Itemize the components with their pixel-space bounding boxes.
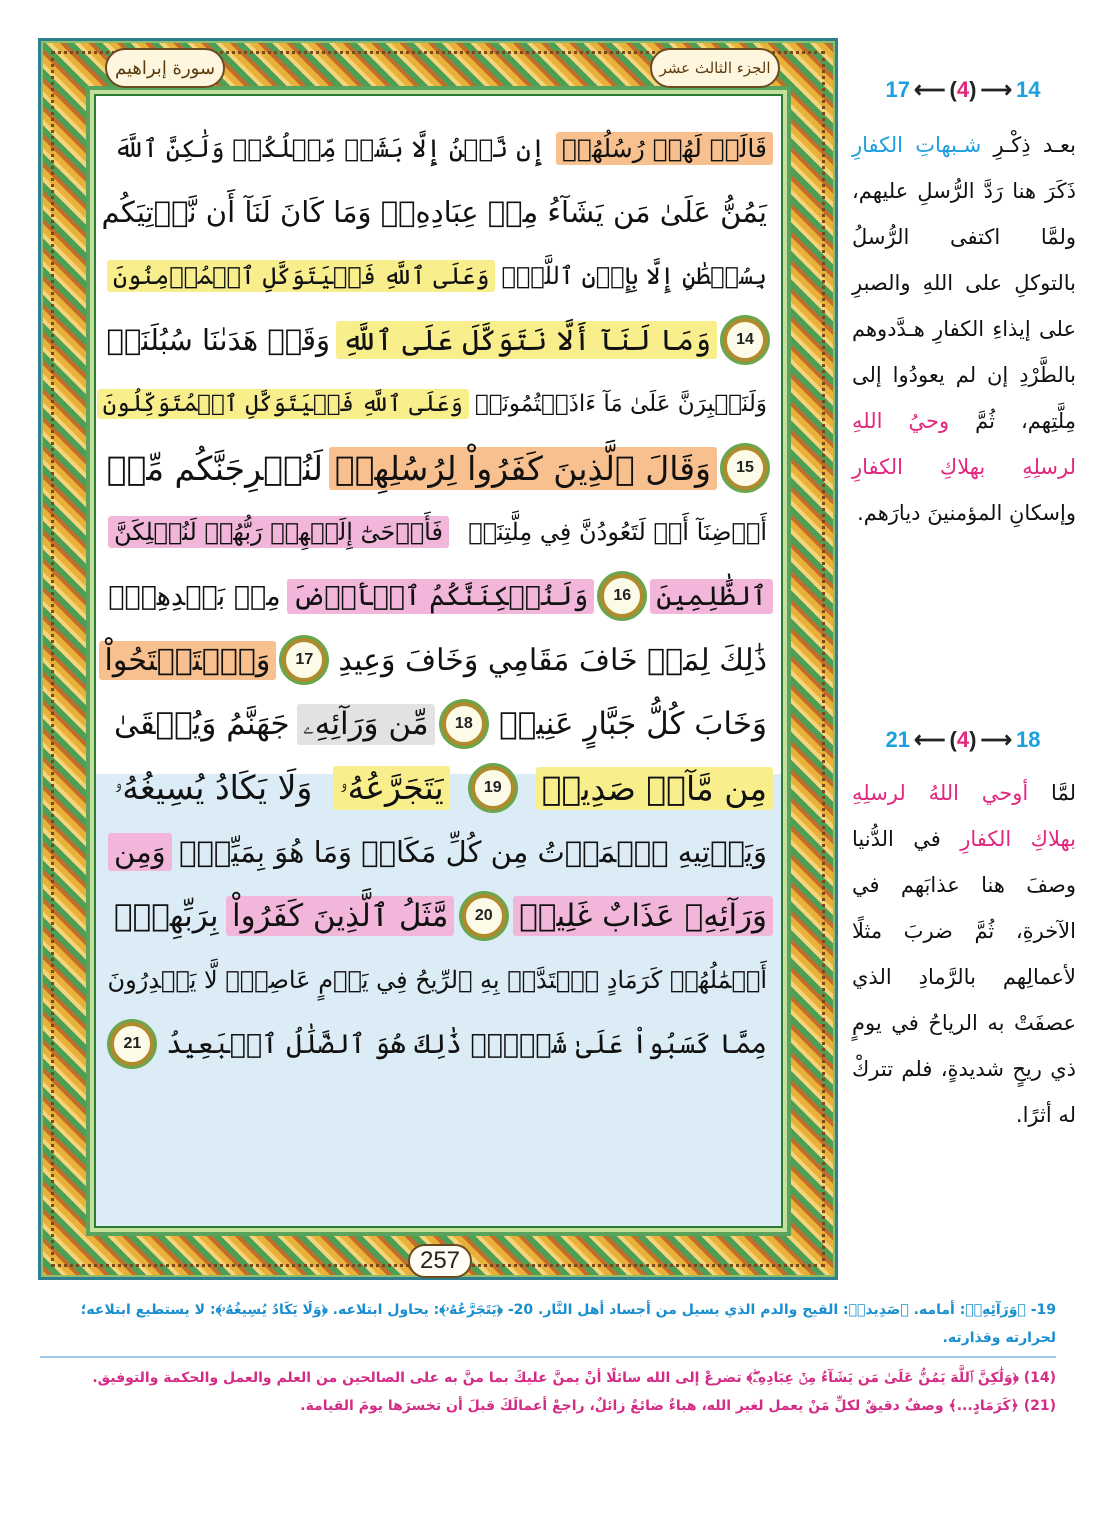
quran-line [96, 948, 785, 1012]
verse-segment: وَلَنَصۡبِرَنَّ عَلَىٰ مَآ ءَاذَيۡتُمُونَاۚ [474, 391, 767, 417]
highlighted-verse-segment: مِن مَّآءٖ صَدِيدٖ [536, 767, 773, 810]
commentary-run: بعـد ذِكْـرِ [981, 133, 1076, 157]
commentary-run: ذَكَرَ هنا رَدَّ الرُّسلِ عليهم، ولمَّا اكتفى الرُّسلُ بالتوكلِ على اللهِ والصبرِ على إيذاءِ الكفارِ هـدَّدوهم بالطَّرْدِ إن لم يعودُوا إلى مِلَّتِهم، ثُمَّ [852, 179, 1076, 433]
ayah-number-marker: 15 [723, 446, 767, 490]
verse-segment: إِن نَّحۡنُ إِلَّا بَشَرٞ مِّثۡلُكُمۡ وَلَٰكِنَّ ٱللَّهَ [114, 133, 546, 163]
highlighted-verse-segment: وَمَا لَنَآ أَلَّا نَتَوَكَّلَ عَلَى ٱللَّهِ [336, 321, 717, 359]
verse-segment: بِسُلۡطَٰنٍ إِلَّا بِإِذۡنِ ٱللَّهِۚ [501, 262, 767, 290]
verse-segment: لَنُخۡرِجَنَّكُم مِّنۡ [106, 448, 323, 488]
right-arrow-icon: ⟶ [980, 727, 1012, 752]
quran-line [96, 116, 785, 180]
footnote-vocabulary: 19- ﴿وَرَآئِهِۦ﴾: أمامه. ﴿صَدِيدٖ﴾: القيح والدم الذي يسيل من أجساد أهل النَّار. 20- ﴿يَتَجَرَّعُهُۥ﴾: يحاول ابتلاعه. ﴿وَلَا يَكَادُ يُسِيغُهُۥ﴾: لا يستطيع ابتلاعه؛ لحرارته وقذارته. [80, 1302, 1056, 1346]
commentary-run: في الدُّنيا وصفَ هنا عذابَهم في الآخرةِ، ثُمَّ ضربَ مثلًا لأعمالِهم بالرَّمادِ الذي عصفَتْ به الرياحُ في يومٍ ذي ريحٍ شديدةٍ، فلم تتركْ له أثرًا. [852, 827, 1076, 1127]
verse-segment: وَخَابَ كُلُّ جَبَّارٍ عَنِيدٖ [499, 706, 767, 742]
footnote-reflection-14: (14) ﴿وَلَٰكِنَّ ٱللَّهَ يَمُنُّ عَلَىٰ مَن يَشَآءُ مِنۡ عِبَادِهِۦۖ﴾ تضرعْ إلى الله سائلًا أنْ يمنَّ عليكَ بما منَّ به على الصالحين من العلم والعمل والحكمة والتوفيق. [92, 1370, 1056, 1386]
range-1-group: (4) [949, 77, 977, 102]
verse-segment: جَهَنَّمُ وَيُسۡقَىٰ [114, 706, 290, 742]
quran-line [96, 372, 785, 436]
verse-segment: وَقَدۡ هَدَىٰنَا سُبُلَنَاۚ [106, 323, 331, 357]
highlighted-verse-segment: وَعَلَى ٱللَّهِ فَلۡيَتَوَكَّلِ ٱلۡمُؤۡمِنُونَ [107, 260, 496, 292]
ayah-range-1 [858, 70, 1068, 110]
verse-segment: وَلَا يَكَادُ يُسِيغُهُۥ [114, 768, 313, 807]
range-2-from: 18 [1016, 727, 1041, 752]
verse-segment: مِمَّا كَسَبُواْ عَلَىٰ شَيۡءٖۚ ذَٰلِكَ هُوَ ٱلضَّلَٰلُ ٱلۡبَعِيدُ [166, 1028, 767, 1060]
highlighted-verse-segment: يَتَجَرَّعُهُۥ [333, 766, 449, 810]
footnote-reflection-21: (21) ﴿كَرَمَادٍ...﴾ وصفٌ دقيقٌ لكلِّ مَنْ يعمل لغير الله، هباءٌ ضائعٌ زائلٌ، راجعْ أعمالَكَ قبلَ أن تخسرَها يومَ القيامة. [300, 1398, 1056, 1414]
quran-line [96, 180, 785, 244]
commentary-highlight: أوحي اللهُ لرسلِهِ بهلاكِ الكفارِ [852, 781, 1076, 851]
quran-line [96, 564, 785, 628]
ayah-number-marker: 16 [600, 574, 644, 618]
commentary-highlight: وحيُ اللهِ لرسلِهِ بهلاكِ الكفارِ [852, 409, 1076, 479]
range-1-to: 17 [885, 77, 910, 102]
commentary-sidebar [848, 70, 1080, 1290]
quran-line [96, 500, 785, 564]
quran-line [96, 436, 785, 500]
verse-segment: أَرۡضِنَآ أَوۡ لَتَعُودُنَّ فِي مِلَّتِنَاۖ [468, 518, 767, 546]
left-arrow-icon: ⟵ [914, 77, 946, 102]
range-2-mid: 4 [956, 727, 970, 752]
page-number: 257 [408, 1244, 472, 1278]
highlighted-verse-segment: فَأَوۡحَىٰٓ إِلَيۡهِمۡ رَبُّهُمۡ لَنُهۡلِكَنَّ [108, 516, 449, 548]
ayah-number-marker: 17 [282, 638, 326, 682]
quran-text-area [94, 94, 783, 1228]
highlighted-verse-segment: ٱلظَّٰلِمِينَ [650, 579, 773, 614]
quran-line [96, 756, 785, 820]
highlighted-verse-segment: وَرَآئِهِۦ عَذَابٌ غَلِيظٞ [513, 896, 773, 936]
commentary-text-2 [852, 770, 1076, 1138]
quran-line [96, 692, 785, 756]
ayah-range-2 [858, 720, 1068, 760]
commentary-text-1 [852, 122, 1076, 536]
highlighted-verse-segment: وَقَالَ ٱلَّذِينَ كَفَرُواْ لِرُسُلِهِمۡ [329, 447, 717, 490]
quran-line [96, 244, 785, 308]
verse-segment: مِنۢ بَعۡدِهِمۡۚ [108, 580, 281, 612]
verse-segment: أَعۡمَٰلُهُمۡ كَرَمَادٍ ٱشۡتَدَّتۡ بِهِ ٱلرِّيحُ فِي يَوۡمٍ عَاصِفٖۖ لَّا يَقۡدِرُونَ [107, 966, 767, 994]
juz-name-cartouche: الجزء الثالث عشر [650, 48, 780, 88]
highlighted-verse-segment: وَمِن [108, 833, 172, 871]
highlighted-verse-segment: وَلَنُسۡكِنَنَّكُمُ ٱلۡأَرۡضَ [287, 579, 595, 614]
verse-segment: ذَٰلِكَ لِمَنۡ خَافَ مَقَامِي وَخَافَ وَعِيدِ [338, 642, 767, 678]
highlighted-verse-segment: وَٱسۡتَفۡتَحُواْ [99, 641, 277, 680]
footnotes [40, 1296, 1056, 1420]
verse-segment: بِرَبِّهِمۡۖ [114, 898, 219, 934]
highlighted-verse-segment: مَّثَلُ ٱلَّذِينَ كَفَرُواْ [226, 896, 454, 936]
ayah-number-marker: 18 [442, 702, 486, 746]
ayah-number-marker: 14 [723, 318, 767, 362]
verse-segment: وَيَأۡتِيهِ ٱلۡمَوۡتُ مِن كُلِّ مَكَانٖ وَمَا هُوَ بِمَيِّتٖۖ [179, 835, 767, 869]
highlighted-verse-segment: مِّن وَرَآئِهِۦ [297, 704, 435, 745]
range-2-to: 21 [885, 727, 910, 752]
quran-line [96, 1012, 785, 1076]
ayah-number-marker: 19 [471, 766, 515, 810]
commentary-highlight: شـبهاتِ الكفارِ [852, 133, 982, 157]
range-2-group: (4) [949, 727, 977, 752]
highlighted-verse-segment: قَالَتۡ لَهُمۡ رُسُلُهُمۡ [556, 132, 773, 165]
commentary-run: وإسكانِ المؤمنينَ ديارَهم. [857, 501, 1076, 525]
ayah-number-marker: 20 [462, 894, 506, 938]
range-1-mid: 4 [956, 77, 970, 102]
right-arrow-icon: ⟶ [980, 77, 1012, 102]
verse-segment: يَمُنُّ عَلَىٰ مَن يَشَآءُ مِنۡ عِبَادِهِۦۖ وَمَا كَانَ لَنَآ أَن نَّأۡتِيَكُم [101, 195, 767, 229]
quran-line [96, 820, 785, 884]
ayah-number-marker: 21 [110, 1022, 154, 1066]
highlighted-verse-segment: وَعَلَى ٱللَّهِ فَلۡيَتَوَكَّلِ ٱلۡمُتَوَكِّلُونَ [97, 389, 469, 419]
quran-line [96, 308, 785, 372]
left-arrow-icon: ⟵ [914, 727, 946, 752]
commentary-run: لمَّا [1028, 781, 1076, 805]
quran-line [96, 884, 785, 948]
surah-name-cartouche: سورة إبراهيم [105, 48, 225, 88]
quran-line [96, 628, 785, 692]
range-1-from: 14 [1016, 77, 1041, 102]
footnote-divider [40, 1356, 1056, 1358]
